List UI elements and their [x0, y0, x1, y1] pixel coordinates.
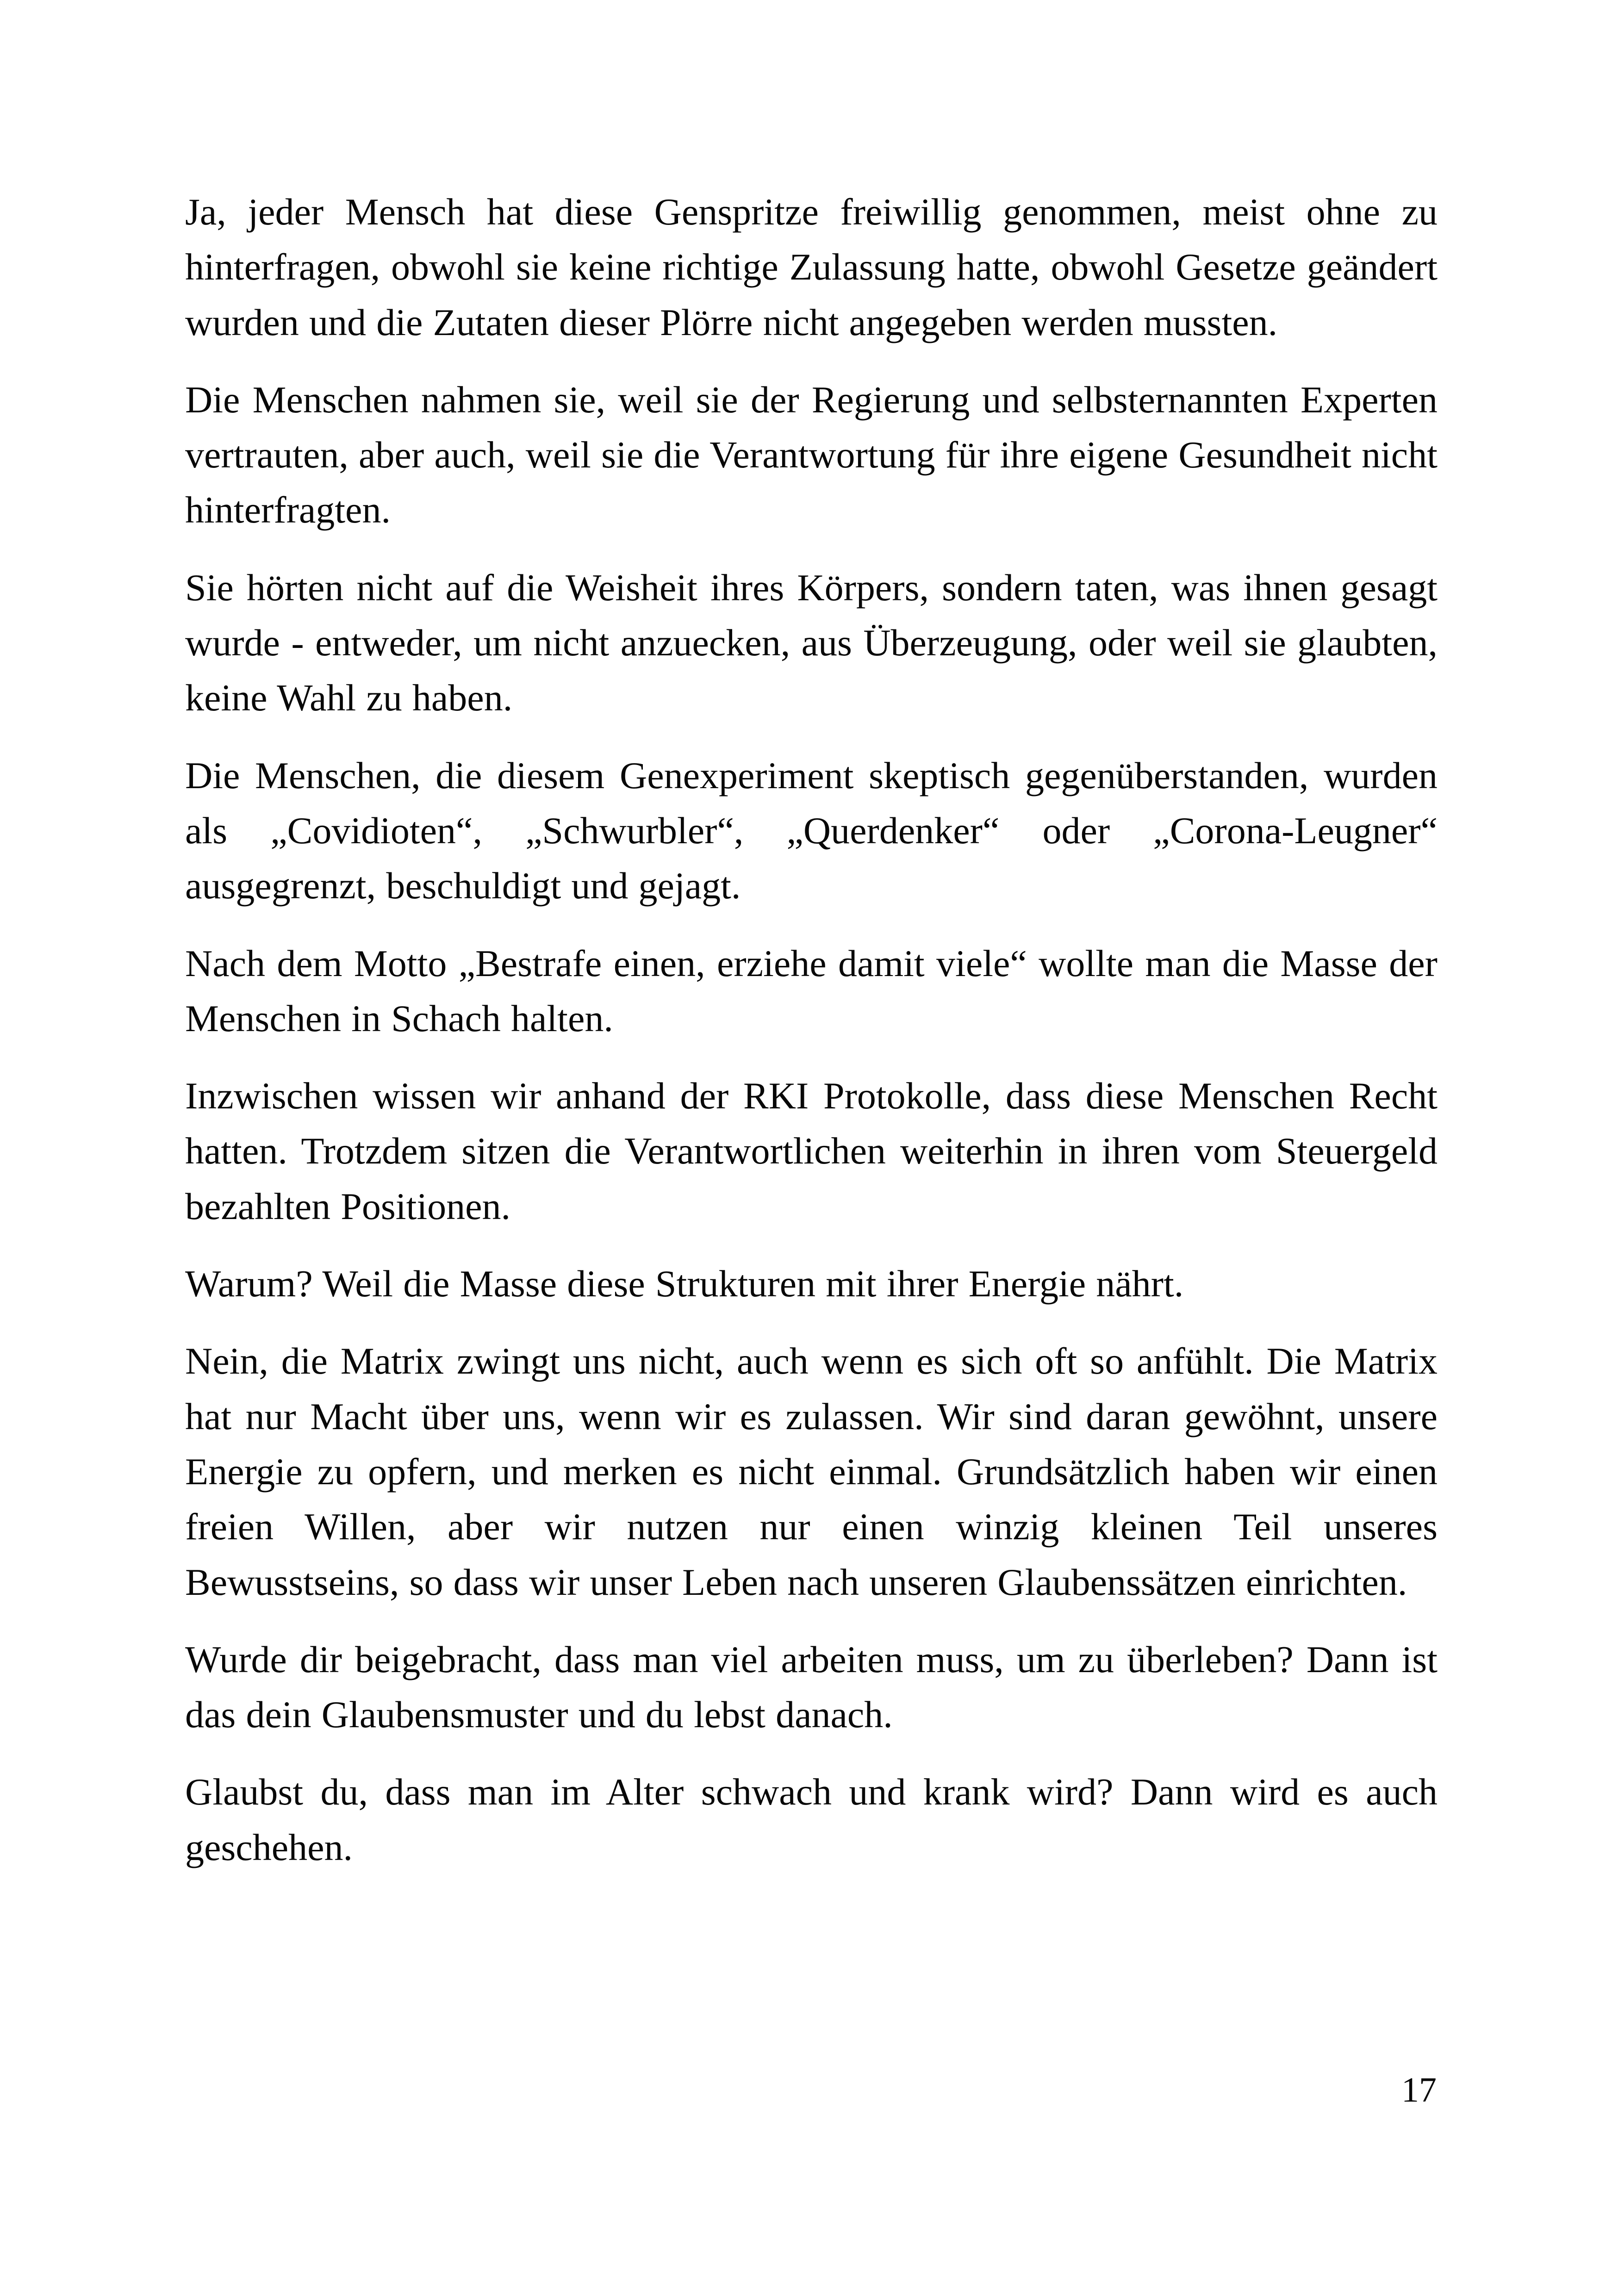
page-text: [185, 184, 1438, 1897]
paragraph: Sie hörten nicht auf die Weisheit ihres Körpers, sondern taten, was ihnen gesagt wurde - entweder, um nicht anzuecken, aus Überzeugung, oder weil sie glaubten, keine Wahl zu haben.: [185, 566, 1438, 719]
paragraph: Warum? Weil die Masse diese Strukturen mit ihrer Energie nährt.: [185, 1263, 1184, 1305]
paragraph: Nach dem Motto „Bestrafe einen, erziehe damit viele“ wollte man die Masse der Menschen in Schach halten.: [185, 942, 1438, 1039]
page-number: 17: [1401, 2071, 1437, 2109]
paragraph: Die Menschen nahmen sie, weil sie der Regierung und selbsternannten Experten vertrauten, aber auch, weil sie die Verantwortung für ihre eigene Gesundheit nicht hinterfragten.: [185, 378, 1438, 531]
paragraph: Glaubst du, dass man im Alter schwach und krank wird? Dann wird es auch geschehen.: [185, 1771, 1438, 1868]
paragraph: Ja, jeder Mensch hat diese Genspritze freiwillig genommen, meist ohne zu hinterfragen, obwohl sie keine richtige Zulassung hatte, obwohl Gesetze geändert wurden und die Zutaten dieser Plörre nicht angegeben werden mussten.: [185, 191, 1438, 343]
paragraph: Inzwischen wissen wir anhand der RKI Protokolle, dass diese Menschen Recht hatten. Trotzdem sitzen die Verantwortlichen weiterhin in ihren vom Steuergeld bezahlten Positionen.: [185, 1075, 1438, 1227]
paragraph: Die Menschen, die diesem Genexperiment skeptisch gegenüberstanden, wurden als „Covidioten“, „Schwurbler“, „Querdenker“ oder „Corona-Leugner“ ausgegrenzt, beschuldigt und gejagt.: [185, 754, 1438, 907]
paragraph: Nein, die Matrix zwingt uns nicht, auch wenn es sich oft so anfühlt. Die Matrix hat nur Macht über uns, wenn wir es zulassen. Wir sind daran gewöhnt, unsere Energie zu opfern, und merken es nicht einmal. Grundsätzlich haben wir einen freien Willen, aber wir nutzen nur einen winzig kleinen Teil unseres Bewusstseins, so dass wir unser Leben nach unseren Glaubenssätzen einrichten.: [185, 1340, 1438, 1603]
paragraph: Wurde dir beigebracht, dass man viel arbeiten muss, um zu überleben? Dann ist das dein Glaubensmuster und du lebst danach.: [185, 1638, 1438, 1736]
